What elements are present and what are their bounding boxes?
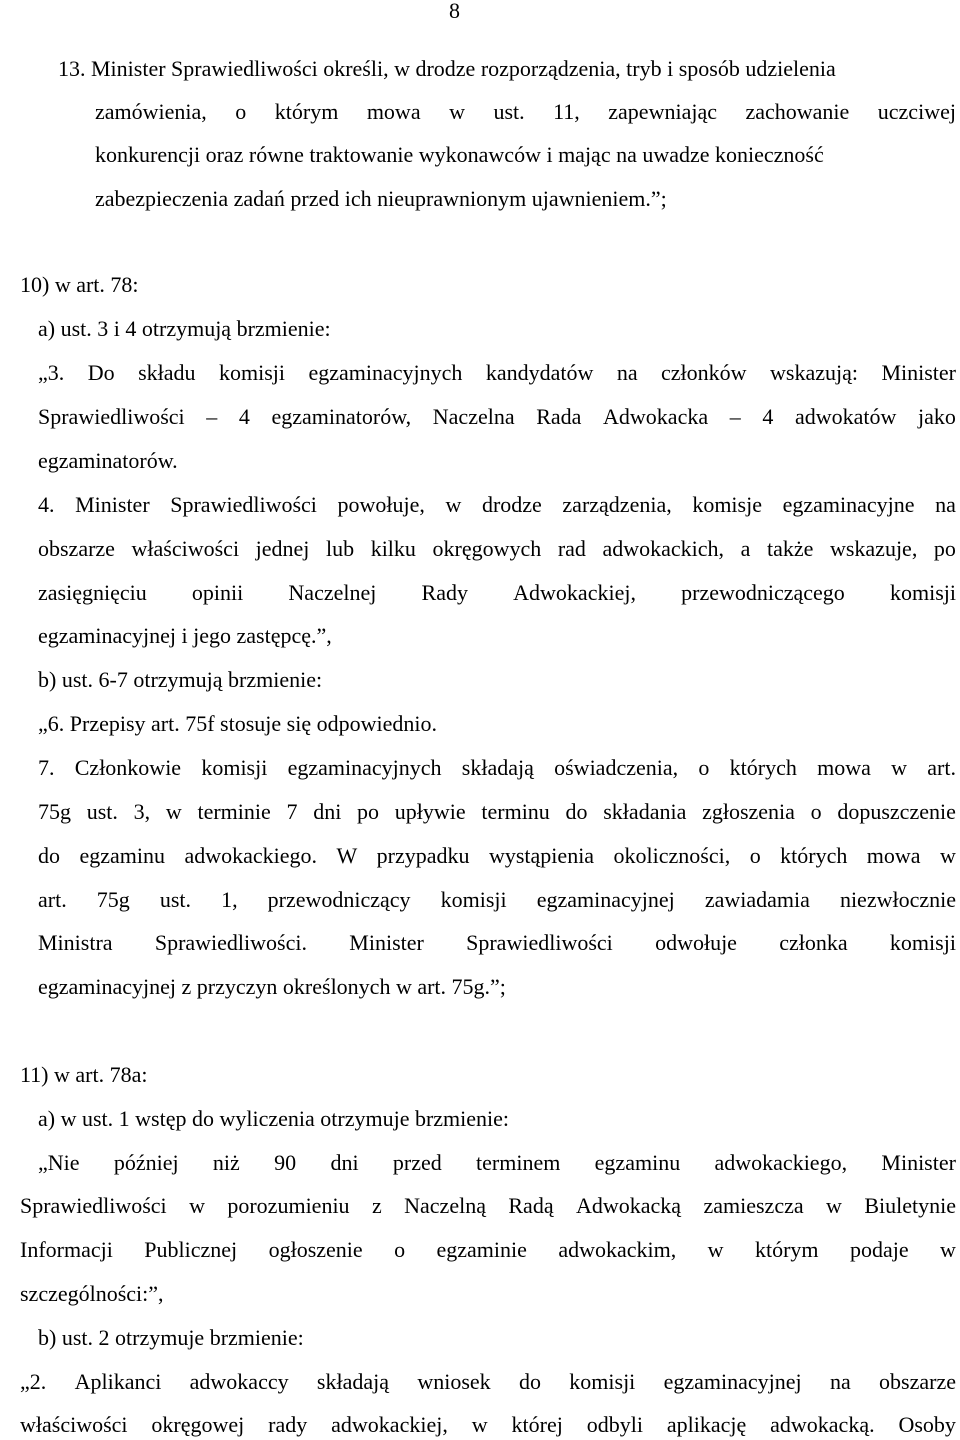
word: „Nie — [38, 1150, 80, 1175]
word: Do — [87, 360, 115, 385]
page-number: 8 — [449, 0, 460, 23]
word: 1, — [221, 887, 238, 912]
word: terminie — [197, 799, 271, 824]
word: komisje — [692, 492, 762, 517]
word: do — [518, 1369, 541, 1394]
word: o — [394, 1237, 406, 1262]
word: Biuletynie — [864, 1193, 956, 1218]
word: wskazuje, — [829, 536, 918, 561]
word: wniosek — [417, 1369, 491, 1394]
word: zamieszcza — [703, 1193, 804, 1218]
word: egzaminu — [594, 1150, 681, 1175]
text-line — [38, 404, 956, 430]
word: składu — [138, 360, 196, 385]
word: w — [449, 99, 465, 124]
word: wystąpienia — [488, 843, 595, 868]
word: na — [616, 360, 638, 385]
text-line — [20, 1369, 956, 1395]
word: adwokackim, — [558, 1237, 677, 1262]
text-line — [95, 99, 956, 125]
word: Ministra — [38, 930, 113, 955]
word: komisji — [889, 930, 956, 955]
word: zachowanie — [745, 99, 850, 124]
word: komisji — [440, 887, 507, 912]
word: członków — [661, 360, 747, 385]
word: Rady — [421, 580, 468, 605]
word: obszarze — [879, 1369, 956, 1394]
word: do — [565, 799, 588, 824]
text-line — [38, 755, 956, 781]
word: 3, — [133, 799, 151, 824]
word: w — [165, 799, 182, 824]
word: – — [206, 404, 218, 429]
text-line: egzaminacyjnej z przyczyn określonych w art. 75g.”; — [38, 974, 506, 999]
word: składają — [461, 755, 534, 780]
word: o — [810, 799, 822, 824]
word: 4 — [238, 404, 250, 429]
word: Naczelna — [432, 404, 515, 429]
word: Publicznej — [144, 1237, 238, 1262]
word: – — [729, 404, 741, 429]
word: 11, — [553, 99, 580, 124]
word: rad — [557, 536, 586, 561]
word: „3. — [38, 360, 65, 385]
word: 7 — [286, 799, 298, 824]
word: wskazują: — [770, 360, 858, 385]
word: 4. — [38, 492, 55, 517]
word: których — [780, 843, 848, 868]
word: porozumieniu — [227, 1193, 350, 1218]
text-line: a) w ust. 1 wstęp do wyliczenia otrzymuje brzmienie: — [38, 1106, 510, 1131]
word: po — [357, 799, 380, 824]
word: ust. — [86, 799, 118, 824]
word: zamówienia, — [95, 99, 207, 124]
text-line — [38, 799, 956, 825]
word: po — [933, 536, 956, 561]
text-line: egzaminacyjnej i jego zastępcę.”, — [38, 623, 332, 648]
word: którym — [274, 99, 339, 124]
word: komisji — [201, 755, 268, 780]
word: 75g — [38, 799, 71, 824]
word: zawiadamia — [704, 887, 810, 912]
word: kilku — [370, 536, 416, 561]
word: uczciwej — [877, 99, 956, 124]
word: Naczelnej — [288, 580, 377, 605]
word: 4 — [762, 404, 774, 429]
word: Informacji — [20, 1237, 113, 1262]
text-line — [38, 930, 956, 956]
word: o — [698, 755, 710, 780]
word: egzaminie — [436, 1237, 527, 1262]
word: właściwości — [20, 1412, 128, 1437]
word: W — [336, 843, 358, 868]
word: w — [189, 1193, 205, 1218]
text-line — [20, 1193, 956, 1219]
word: obszarze — [38, 536, 115, 561]
word: adwokatów — [794, 404, 897, 429]
word: 90 — [274, 1150, 297, 1175]
word: Sprawiedliwości — [38, 404, 185, 429]
text-line: 13. Minister Sprawiedliwości określi, w drodze rozporządzenia, tryb i sposób udzielenia — [58, 56, 836, 81]
word: egzaminu — [79, 843, 165, 868]
word: rady — [268, 1412, 308, 1437]
word: później — [113, 1150, 179, 1175]
word: przewodniczącego — [681, 580, 845, 605]
word: adwokackich, — [602, 536, 725, 561]
word: składania — [603, 799, 687, 824]
word: składają — [316, 1369, 390, 1394]
word: opinii — [191, 580, 244, 605]
word: w — [471, 1412, 488, 1437]
word: dni — [313, 799, 342, 824]
word: egzaminacyjnych — [308, 360, 463, 385]
word: odbyli — [586, 1412, 643, 1437]
word: z — [371, 1193, 382, 1218]
text-line: zabezpieczenia zadań przed ich nieuprawnionym ujawnieniem.”; — [95, 186, 667, 211]
word: podaje — [849, 1237, 909, 1262]
word: do — [38, 843, 60, 868]
text-line — [38, 580, 956, 606]
word: terminu — [481, 799, 550, 824]
word: zgłoszenia — [702, 799, 795, 824]
text-line — [38, 887, 956, 913]
word: zasięgnięciu — [38, 580, 147, 605]
word: terminem — [476, 1150, 561, 1175]
word: których — [729, 755, 797, 780]
word: a — [740, 536, 751, 561]
word: jako — [917, 404, 956, 429]
text-line: 11) w art. 78a: — [20, 1062, 148, 1087]
word: w — [445, 492, 462, 517]
word: w — [891, 755, 907, 780]
word: egzaminacyjnej — [536, 887, 675, 912]
word: przypadku — [376, 843, 470, 868]
word: dni — [330, 1150, 359, 1175]
word: powołuje, — [337, 492, 425, 517]
word: odwołuje — [655, 930, 737, 955]
word: której — [511, 1412, 563, 1437]
word: Minister — [75, 492, 150, 517]
word: drodze — [481, 492, 542, 517]
word: ust. — [493, 99, 525, 124]
word: 7. — [38, 755, 55, 780]
text-line: a) ust. 3 i 4 otrzymują brzmienie: — [38, 316, 331, 341]
word: niezwłocznie — [839, 887, 956, 912]
word: adwokaccy — [189, 1369, 289, 1394]
word: Osoby — [898, 1412, 956, 1437]
word: przewodniczący — [267, 887, 411, 912]
word: Członkowie — [74, 755, 182, 780]
word: Rada — [536, 404, 582, 429]
word: na — [935, 492, 956, 517]
word: o — [235, 99, 247, 124]
text-line: b) ust. 6-7 otrzymują brzmienie: — [38, 667, 323, 692]
text-line: konkurencji oraz równe traktowanie wykonawców i mając na uwadze konieczność — [95, 142, 824, 167]
word: egzaminacyjne — [782, 492, 915, 517]
word: komisji — [569, 1369, 636, 1394]
text-line: b) ust. 2 otrzymuje brzmienie: — [38, 1325, 304, 1350]
word: Aplikanci — [74, 1369, 162, 1394]
word: art. — [38, 887, 67, 912]
word: adwokackiej, — [331, 1412, 448, 1437]
word: mowa — [817, 755, 871, 780]
word: mowa — [366, 99, 421, 124]
word: w — [707, 1237, 724, 1262]
text-line — [38, 360, 956, 386]
word: ust. — [159, 887, 192, 912]
word: przed — [392, 1150, 442, 1175]
word: dopuszczenie — [837, 799, 956, 824]
word: Adwokackiej, — [513, 580, 636, 605]
word: Minister — [349, 930, 424, 955]
word: zapewniając — [608, 99, 717, 124]
word: adwokackiego, — [714, 1150, 848, 1175]
word: Adwokacką — [575, 1193, 682, 1218]
word: egzaminatorów, — [271, 404, 412, 429]
word: Naczelną — [404, 1193, 486, 1218]
word: o — [749, 843, 761, 868]
word: także — [766, 536, 814, 561]
word: upływie — [394, 799, 466, 824]
word: adwokackiego. — [184, 843, 317, 868]
text-line: szczególności:”, — [20, 1281, 164, 1306]
word: aplikację — [666, 1412, 747, 1437]
word: członka — [779, 930, 848, 955]
word: na — [829, 1369, 851, 1394]
text-line — [38, 843, 956, 869]
word: jednej — [255, 536, 310, 561]
word: egzaminacyjnych — [287, 755, 442, 780]
word: adwokacką. — [770, 1412, 875, 1437]
word: niż — [212, 1150, 240, 1175]
word: Sprawiedliwości — [170, 492, 317, 517]
text-line — [38, 492, 956, 518]
word: Minister — [881, 360, 956, 385]
text-line — [38, 536, 956, 562]
word: komisji — [889, 580, 956, 605]
word: w — [940, 843, 956, 868]
text-line: egzaminatorów. — [38, 448, 178, 473]
word: Radą — [508, 1193, 554, 1218]
word: komisji — [218, 360, 285, 385]
text-line: 10) w art. 78: — [20, 272, 139, 297]
word: 75g — [96, 887, 130, 912]
word: „2. — [20, 1369, 47, 1394]
word: lub — [325, 536, 355, 561]
text-line: „6. Przepisy art. 75f stosuje się odpowiednio. — [38, 711, 437, 736]
word: okręgowej — [151, 1412, 245, 1437]
word: kandydatów — [485, 360, 594, 385]
text-line — [38, 1150, 956, 1176]
word: oświadczenia, — [554, 755, 679, 780]
text-line — [20, 1237, 956, 1263]
word: okręgowych — [432, 536, 542, 561]
word: zarządzenia, — [562, 492, 672, 517]
word: którym — [754, 1237, 819, 1262]
word: ogłoszenie — [268, 1237, 363, 1262]
word: Sprawiedliwości — [20, 1193, 167, 1218]
text-line — [20, 1412, 956, 1438]
word: w — [940, 1237, 956, 1262]
word: Sprawiedliwości — [466, 930, 613, 955]
word: art. — [927, 755, 956, 780]
word: okoliczności, — [613, 843, 731, 868]
word: właściwości — [131, 536, 240, 561]
word: mowa — [866, 843, 921, 868]
word: w — [826, 1193, 842, 1218]
word: egzaminacyjnej — [663, 1369, 802, 1394]
word: Minister — [881, 1150, 956, 1175]
word: Sprawiedliwości. — [154, 930, 307, 955]
word: Adwokacka — [603, 404, 709, 429]
